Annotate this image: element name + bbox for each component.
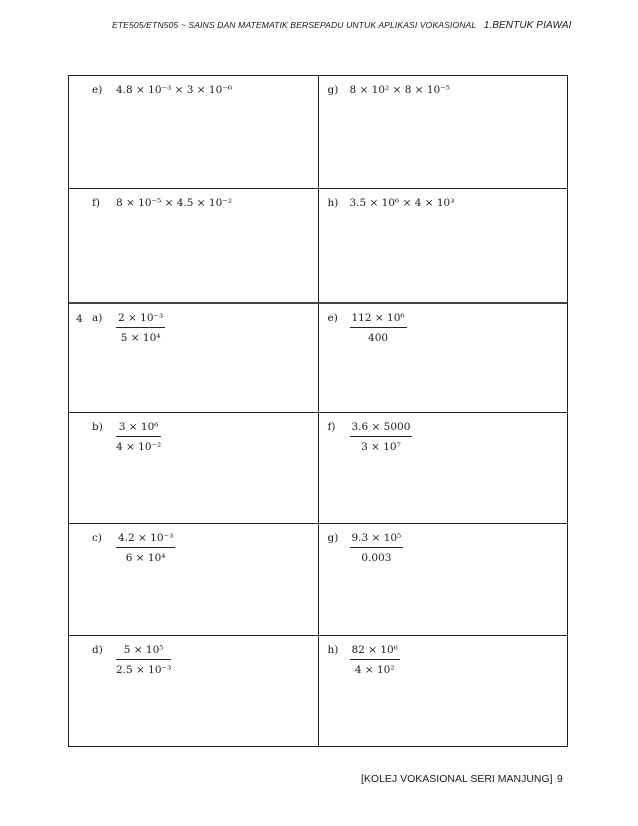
numerator: 9.3 × 10⁵ bbox=[350, 532, 404, 548]
exercise-cell bbox=[69, 76, 318, 188]
exercise-cell bbox=[318, 304, 568, 412]
numerator: 112 × 10⁶ bbox=[350, 312, 407, 328]
header-chapter-title: 1.BENTUK PIAWAI bbox=[483, 20, 572, 31]
exercise-cell bbox=[69, 524, 318, 635]
exercise-cell bbox=[69, 189, 318, 302]
exercise-cell bbox=[69, 413, 318, 523]
exercise-cell bbox=[318, 76, 568, 188]
fraction-expression bbox=[116, 644, 171, 676]
item-label: b) bbox=[92, 421, 103, 433]
expression: 4.8 × 10⁻³ × 3 × 10⁻⁶ bbox=[116, 84, 233, 96]
denominator: 400 bbox=[368, 332, 389, 344]
exercise-cell bbox=[318, 636, 568, 746]
exercise-cell bbox=[69, 636, 318, 746]
denominator: 5 × 10⁴ bbox=[120, 332, 161, 344]
exercise-cell bbox=[318, 189, 568, 302]
item-label: e) bbox=[92, 84, 103, 96]
fraction-expression bbox=[350, 532, 404, 564]
item-label: f) bbox=[327, 421, 336, 433]
denominator: 6 × 10⁴ bbox=[125, 552, 166, 564]
denominator: 4 × 10⁻² bbox=[116, 441, 162, 453]
item-label: h) bbox=[327, 644, 339, 656]
denominator: 3 × 10⁷ bbox=[361, 441, 401, 453]
expression: 3.5 × 10⁶ × 4 × 10³ bbox=[349, 197, 455, 209]
numerator: 3 × 10⁶ bbox=[116, 421, 161, 437]
exercise-cell bbox=[318, 524, 568, 635]
fraction-expression bbox=[116, 312, 165, 344]
exercise-table bbox=[68, 75, 568, 747]
exercise-cell bbox=[69, 304, 318, 412]
fraction-expression bbox=[350, 312, 407, 344]
denominator: 2.5 × 10⁻³ bbox=[116, 664, 172, 676]
item-label: f) bbox=[92, 197, 100, 209]
table-row bbox=[68, 75, 568, 188]
item-label: e) bbox=[327, 312, 338, 324]
fraction-expression bbox=[116, 532, 175, 564]
fraction-expression bbox=[116, 421, 161, 453]
fraction-expression bbox=[350, 644, 400, 676]
page-footer: [KOLEJ VOKASIONAL SERI MANJUNG] bbox=[361, 773, 553, 785]
page-number: 9 bbox=[557, 773, 563, 785]
question-number: 4 bbox=[76, 313, 83, 325]
numerator: 82 × 10⁶ bbox=[350, 644, 400, 660]
numerator: 3.6 × 5000 bbox=[350, 421, 413, 437]
denominator: 4 × 10² bbox=[354, 664, 395, 676]
numerator: 2 × 10⁻³ bbox=[116, 312, 165, 328]
item-label: g) bbox=[327, 532, 339, 544]
item-label: h) bbox=[327, 197, 339, 209]
numerator: 4.2 × 10⁻³ bbox=[116, 532, 175, 548]
exercise-cell bbox=[318, 413, 568, 523]
table-row bbox=[68, 412, 568, 523]
table-row bbox=[68, 523, 568, 635]
table-row bbox=[68, 635, 568, 747]
item-label: c) bbox=[92, 532, 102, 544]
numerator: 5 × 10⁵ bbox=[116, 644, 171, 660]
item-label: d) bbox=[92, 644, 103, 656]
page-header bbox=[112, 20, 572, 31]
denominator: 0.003 bbox=[361, 552, 392, 564]
item-label: g) bbox=[327, 84, 339, 96]
fraction-expression bbox=[350, 421, 413, 453]
table-row bbox=[68, 188, 568, 302]
expression: 8 × 10² × 8 × 10⁻⁵ bbox=[349, 84, 450, 96]
item-label: a) bbox=[92, 312, 103, 324]
expression: 8 × 10⁻⁵ × 4.5 × 10⁻² bbox=[116, 197, 233, 209]
table-row bbox=[68, 302, 568, 412]
header-course-title: ETE505/ETN505 ~ SAINS DAN MATEMATIK BERSEPADU UNTUK APLIKASI VOKASIONAL bbox=[112, 20, 477, 30]
